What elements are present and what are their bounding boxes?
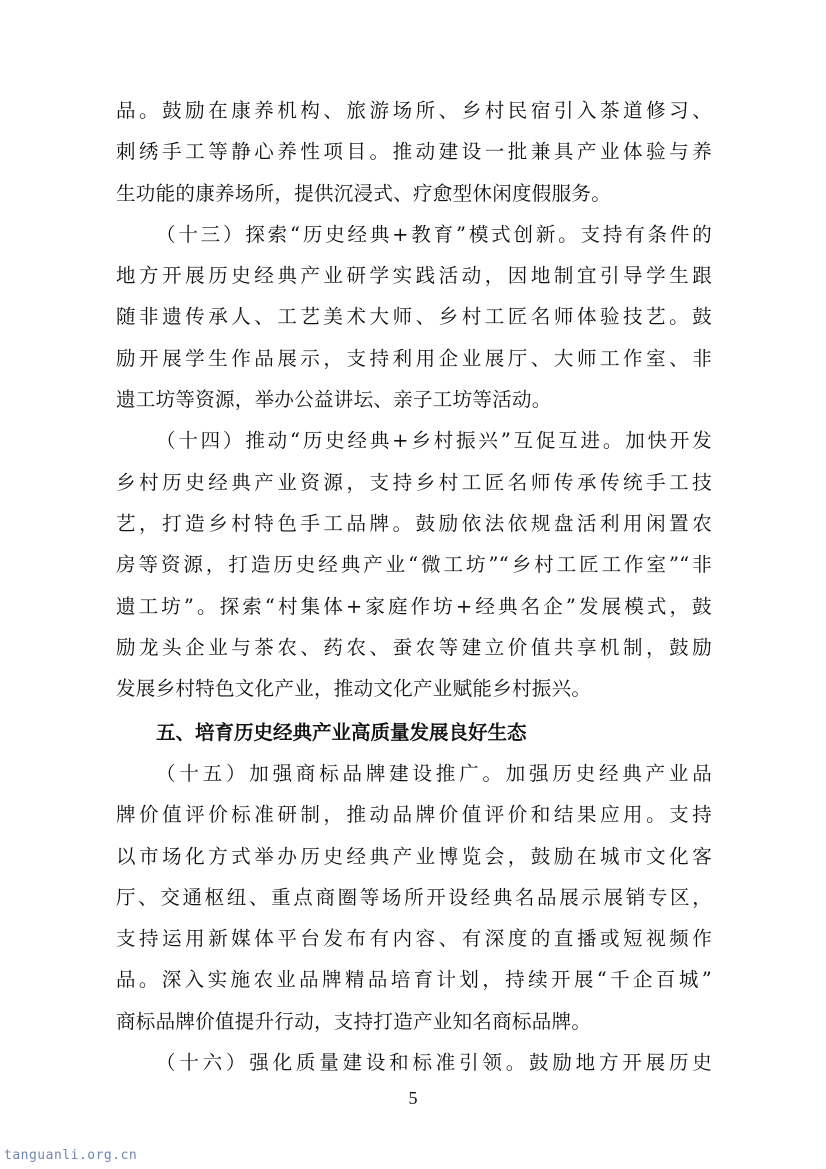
text-line: 刺绣手工等静心养性项目。推动建设一批兼具产业体验与养	[116, 140, 712, 164]
text-line: 遗工坊等资源，举办公益讲坛、亲子工坊等活动。	[116, 388, 552, 412]
text-line: 生功能的康养场所，提供沉浸式、疗愈型休闲度假服务。	[116, 181, 612, 205]
text-line: 支持运用新媒体平台发布有内容、有深度的直播或短视频作	[116, 927, 712, 951]
text-line: 乡村历史经典产业资源，支持乡村工匠名师传承传统手工技	[116, 470, 712, 494]
text-line: （十四）推动“历史经典+乡村振兴”互促互进。加快开发	[156, 429, 712, 453]
text-line: 励开展学生作品展示，支持利用企业展厅、大师工作室、非	[116, 346, 712, 370]
text-line: （十六）强化质量建设和标准引领。鼓励地方开展历史	[156, 1051, 712, 1075]
text-line: 品。深入实施农业品牌精品培育计划，持续开展“千企百城”	[116, 968, 712, 992]
text-line: 发展乡村特色文化产业，推动文化产业赋能乡村振兴。	[116, 677, 592, 701]
text-line: （十三）探索“历史经典+教育”模式创新。支持有条件的	[156, 222, 712, 246]
text-line: 励龙头企业与茶农、药农、蚕农等建立价值共享机制，鼓励	[116, 635, 712, 659]
text-line: 随非遗传承人、工艺美术大师、乡村工匠名师体验技艺。鼓	[116, 305, 712, 329]
text-line: 厅、交通枢纽、重点商圈等场所开设经典名品展示展销专区，	[116, 885, 712, 909]
text-line: 品。鼓励在康养机构、旅游场所、乡村民宿引入茶道修习、	[116, 99, 712, 122]
page-number: 5	[408, 1088, 418, 1108]
section-heading: 五、培育历史经典产业高质量发展良好生态	[156, 721, 527, 744]
text-line: 牌价值评价标准研制，推动品牌价值评价和结果应用。支持	[116, 803, 712, 827]
text-line: 地方开展历史经典产业研学实践活动，因地制宜引导学生跟	[116, 264, 712, 288]
text-line: 房等资源，打造历史经典产业“微工坊”“乡村工匠工作室”“非	[116, 553, 712, 577]
watermark-text: tanguanli.org.cn	[4, 1148, 138, 1163]
text-line: 遗工坊”。探索“村集体+家庭作坊+经典名企”发展模式，鼓	[116, 594, 712, 618]
text-line: 商标品牌价值提升行动，支持打造产业知名商标品牌。	[116, 1009, 592, 1033]
text-line: 艺，打造乡村特色手工品牌。鼓励依法依规盘活利用闲置农	[116, 511, 712, 535]
text-line: 以市场化方式举办历史经典产业博览会，鼓励在城市文化客	[116, 844, 712, 868]
text-line: （十五）加强商标品牌建设推广。加强历史经典产业品	[156, 762, 712, 785]
body-text-block-1	[116, 90, 712, 709]
body-text-block-2	[116, 753, 712, 1083]
